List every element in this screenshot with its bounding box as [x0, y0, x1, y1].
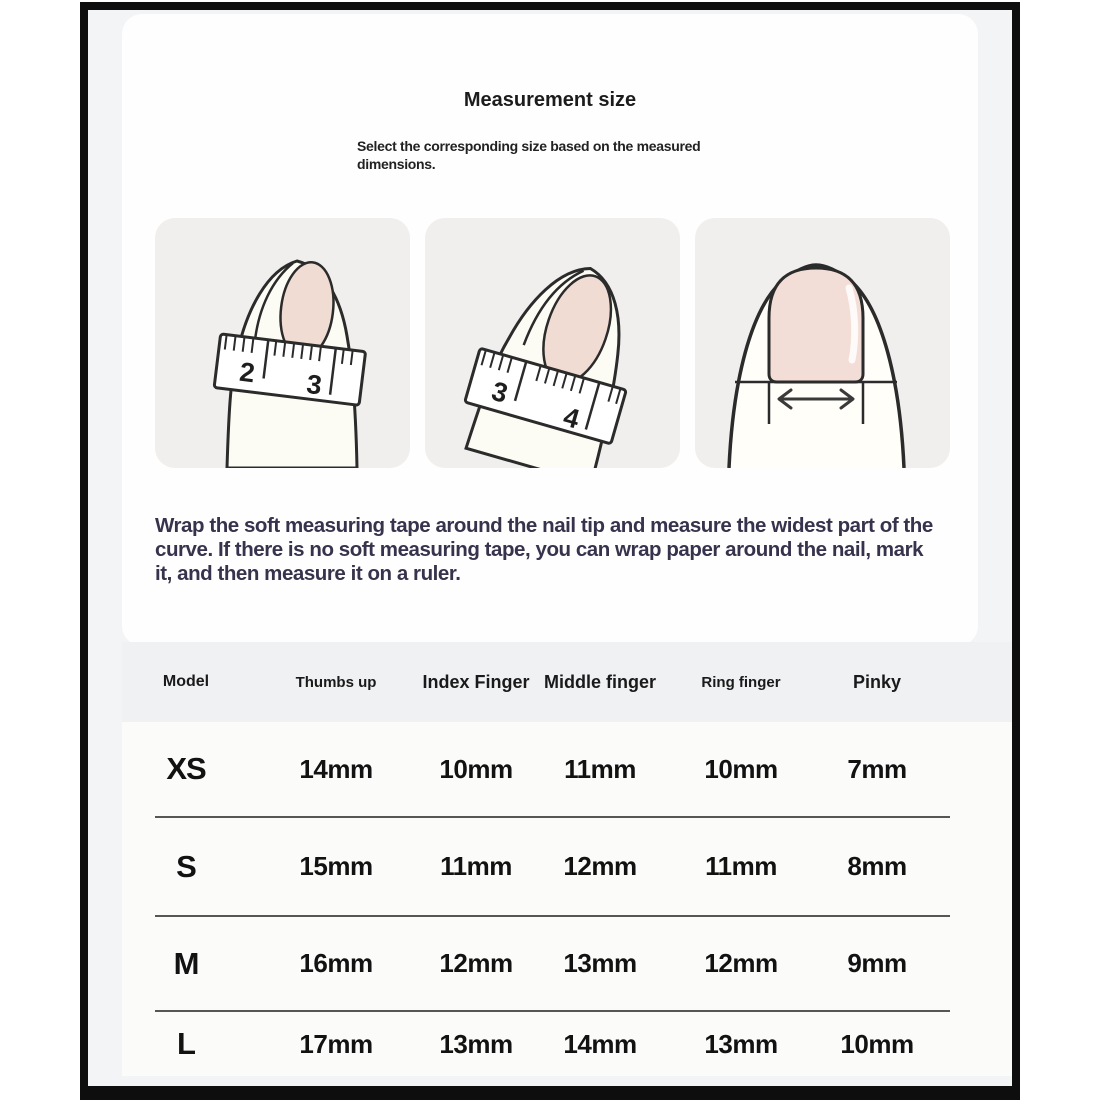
size-value: 15mm: [299, 851, 373, 881]
column-header-index: Index Finger: [422, 671, 530, 692]
size-value: 10mm: [439, 753, 513, 784]
column-header-model: Model: [162, 673, 210, 690]
size-value: 13mm: [439, 1028, 513, 1059]
size-value: 14mm: [299, 753, 373, 784]
table-row-s: [122, 818, 1012, 915]
size-table: [122, 642, 1012, 1076]
tape-number: 4: [560, 401, 583, 435]
size-value: 16mm: [299, 948, 373, 978]
column-header-pinky: Pinky: [852, 671, 902, 692]
size-model-label: L: [177, 1026, 195, 1061]
table-row-l: [122, 1012, 1012, 1076]
size-value: 11mm: [705, 851, 777, 881]
size-value: 17mm: [299, 1028, 373, 1059]
size-value: 9mm: [847, 948, 907, 978]
size-table-header: [122, 642, 1012, 722]
table-row-m: [122, 917, 1012, 1010]
size-value: 14mm: [563, 1028, 637, 1059]
finger-tape-tilted-icon: [425, 218, 680, 468]
finger-tape-tilted-illustration: [425, 218, 680, 468]
nail-width-icon: [695, 218, 950, 468]
page-title: Measurement size: [463, 89, 637, 111]
page-subtitle: Select the corresponding size based on the measured dimensions.: [357, 138, 701, 172]
size-value: 11mm: [440, 851, 512, 881]
column-header-thumb: Thumbs up: [295, 673, 377, 691]
tape-number: 3: [488, 375, 512, 409]
finger-tape-front-icon: [155, 218, 410, 468]
black-photo-frame: [80, 2, 1020, 1100]
size-value: 10mm: [840, 1028, 914, 1059]
size-value: 12mm: [704, 948, 778, 978]
size-value: 13mm: [563, 948, 637, 978]
illustration-row: [155, 218, 978, 468]
measurement-card: [122, 14, 978, 646]
size-value: 13mm: [704, 1028, 778, 1059]
column-header-middle: Middle finger: [544, 671, 656, 692]
size-model-label: M: [173, 945, 199, 981]
size-value: 8mm: [847, 851, 907, 881]
tape-number: 2: [237, 356, 257, 389]
size-value: 12mm: [439, 948, 513, 978]
size-value: 10mm: [704, 753, 778, 784]
tape-number: 3: [304, 368, 324, 401]
table-row-xs: [122, 722, 1012, 816]
size-model-label: XS: [166, 751, 206, 786]
finger-tape-front-illustration: [155, 218, 410, 468]
size-value: 11mm: [564, 753, 636, 784]
column-header-ring: Ring finger: [701, 673, 781, 691]
size-value: 12mm: [563, 851, 637, 881]
size-model-label: S: [176, 848, 196, 884]
size-value: 7mm: [847, 753, 907, 784]
measurement-instructions: Wrap the soft measuring tape around the nail tip and measure the widest part of the curve. If there is no soft measuring tape, you can wrap paper around the nail, mark it, and then measure it on a ruler.: [155, 513, 933, 585]
nail-width-illustration: [695, 218, 950, 468]
